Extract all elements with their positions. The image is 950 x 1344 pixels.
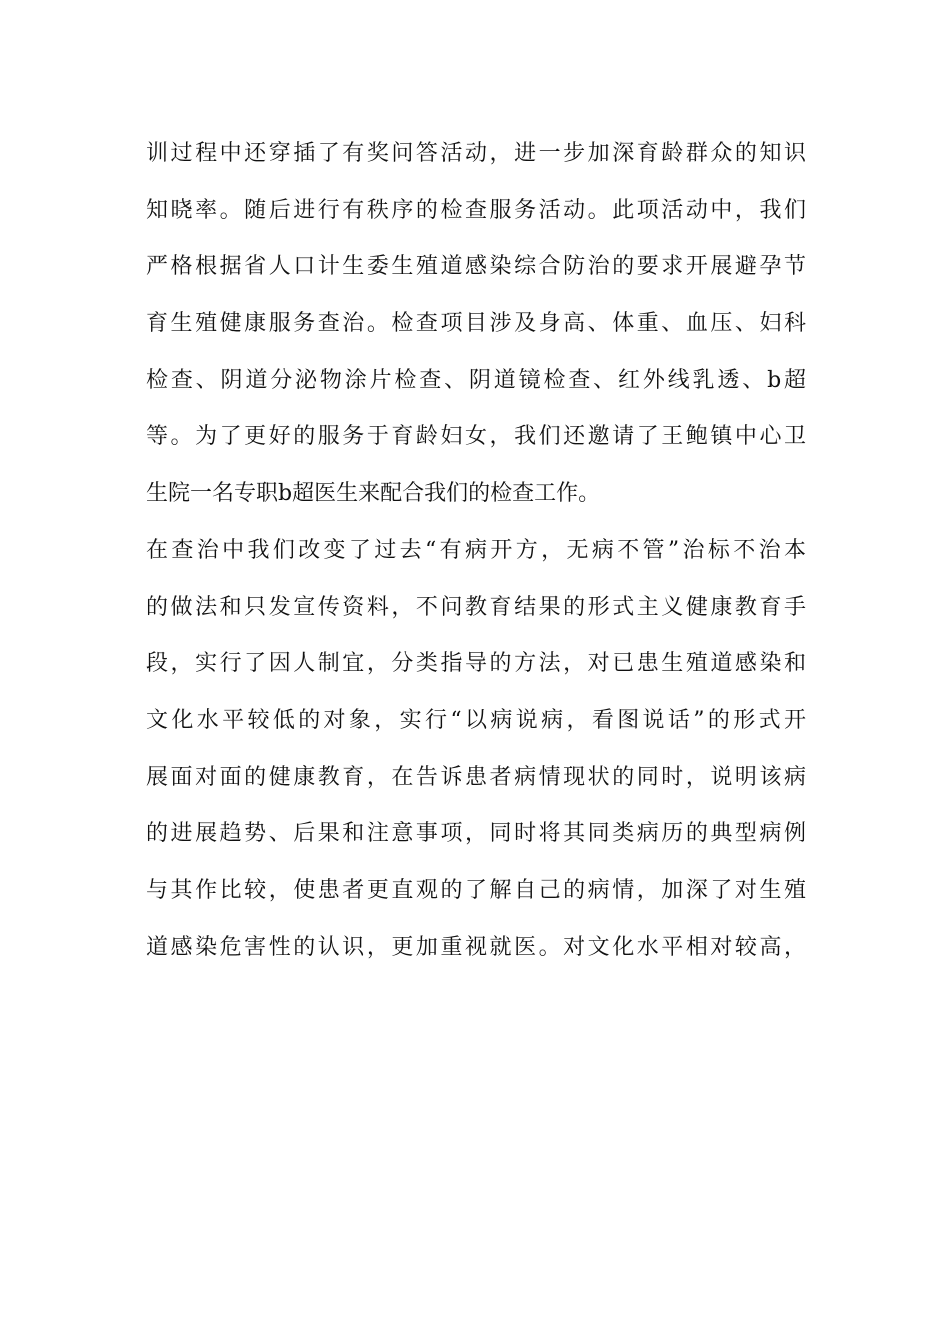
- text-line-13: 的进展趋势、后果和注意事项，同时将其同类病历的典型病例: [146, 821, 806, 847]
- text-line-8: 在查治中我们改变了过去“有病开方，无病不管”治标不治本: [146, 537, 806, 563]
- text-line-12: 展面对面的健康教育，在告诉患者病情现状的同时，说明该病: [146, 764, 806, 790]
- text-line-11: 文化水平较低的对象，实行“以病说病，看图说话”的形式开: [146, 707, 806, 733]
- text-line-10: 段，实行了因人制宜，分类指导的方法，对已患生殖道感染和: [146, 651, 806, 677]
- body-text: [146, 126, 806, 976]
- text-line-2: 知晓率。随后进行有秩序的检查服务活动。此项活动中，我们: [146, 197, 806, 223]
- text-line-5: 检查、阴道分泌物涂片检查、阴道镜检查、红外线乳透、b超: [146, 367, 806, 393]
- text-line-15: 道感染危害性的认识，更加重视就医。对文化水平相对较高，: [146, 934, 806, 960]
- text-line-9: 的做法和只发宣传资料，不问教育结果的形式主义健康教育手: [146, 594, 806, 620]
- text-line-6: 等。为了更好的服务于育龄妇女，我们还邀请了王鲍镇中心卫: [146, 424, 806, 450]
- text-line-7: 生院一名专职b超医生来配合我们的检查工作。: [146, 481, 601, 507]
- text-line-14: 与其作比较，使患者更直观的了解自己的病情，加深了对生殖: [146, 877, 806, 903]
- text-line-3: 严格根据省人口计生委生殖道感染综合防治的要求开展避孕节: [146, 254, 806, 280]
- text-line-1: 训过程中还穿插了有奖问答活动，进一步加深育龄群众的知识: [146, 141, 806, 166]
- text-line-4: 育生殖健康服务查治。检查项目涉及身高、体重、血压、妇科: [146, 311, 806, 337]
